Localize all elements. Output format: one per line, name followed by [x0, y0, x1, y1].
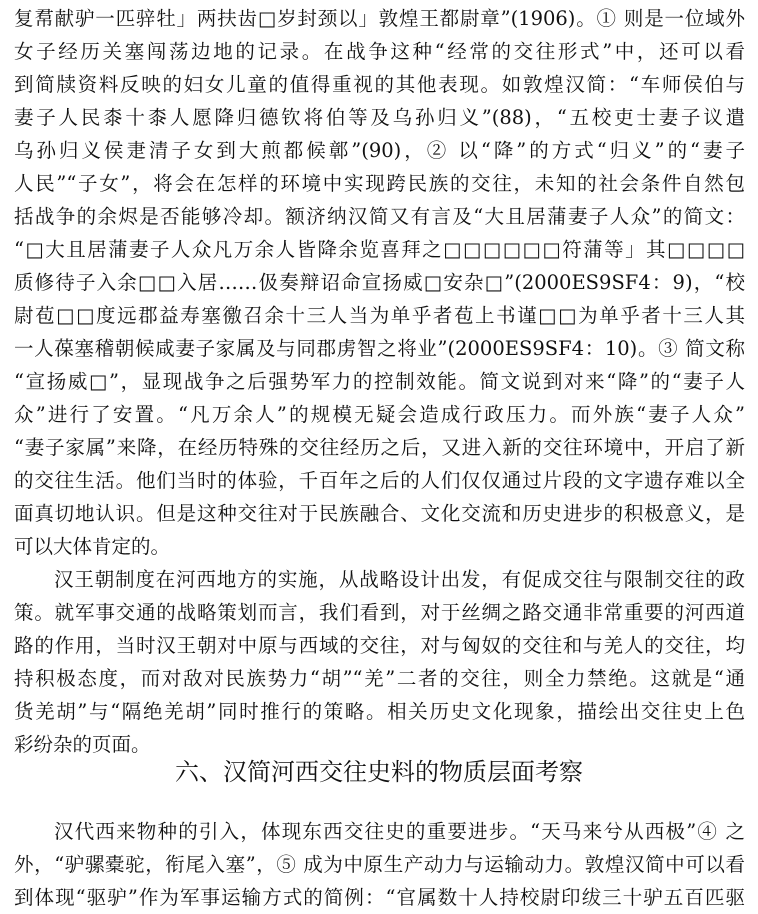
text-line: 人民”“子女”，将会在怎样的环境中实现跨民族的交往，未知的社会条件自然包	[14, 172, 745, 195]
section-heading: 六、汉简河西交往史料的物质层面考察	[175, 758, 583, 786]
text-line: 一人葆塞稽朝候咸妻子家属及与同郡虏智之将业”(2000ES9SF4：10)。③ 简文称	[14, 337, 745, 360]
text-line: “宣扬威□”，显现战争之后强势军力的控制效能。简文说到对来“降”的“妻子人	[14, 370, 745, 393]
text-line: 可以大体肯定的。	[14, 535, 171, 558]
text-line: 汉代西来物种的引入，体现东西交往史的重要进步。“天马来兮从西极”④ 之	[54, 820, 745, 843]
text-line: 持积极态度，而对敌对民族势力“胡”“羌”二者的交往，则全力禁绝。这就是“通	[14, 667, 745, 690]
text-line: 女子经历关塞闯荡边地的记录。在战争这种“经常的交往形式”中，还可以看	[14, 40, 745, 63]
text-line: 面真切地认识。但是这种交往对于民族融合、文化交流和历史进步的积极意义，是	[14, 502, 745, 525]
text-line: “妻子家属”来降，在经历特殊的交往经历之后，又进入新的交往环境中，开启了新	[14, 436, 745, 459]
text-line: 妻子人民桼十桼人愿降归德钦将伯等及乌孙归义”(88)，“五校吏士妻子议遣	[14, 106, 745, 129]
text-line: 路的作用，当时汉王朝对中原与西域的交往，对与匈奴的交往和与羌人的交往，均	[14, 634, 745, 657]
text-line: 策。就军事交通的战略策划而言，我们看到，对于丝绸之路交通非常重要的河西道	[14, 601, 745, 624]
text-line: 到简牍资料反映的妇女儿童的值得重视的其他表现。如敦煌汉简：“车师侯伯与	[14, 73, 745, 96]
text-line: 货羌胡”与“隔绝羌胡”同时推行的策略。相关历史文化现象，描绘出交往史上色	[14, 700, 745, 723]
text-line: 汉王朝制度在河西地方的实施，从战略设计出发，有促成交往与限制交往的政	[54, 568, 745, 591]
text-line: 乌孙归义侯疌清子女到大煎都候鄣”(90)，② 以“降”的方式“归义”的“妻子	[14, 139, 745, 162]
text-line: 外，“驴骡橐驼，衔尾入塞”，⑤ 成为中原生产动力与运输动力。敦煌汉简中可以看	[14, 853, 745, 876]
text-line: 质修待子入余□□入居……伋奏辩诏命宣扬威□安杂□”(2000ES9SF4：9)，“校	[14, 271, 745, 294]
text-line: 彩纷杂的页面。	[14, 733, 151, 756]
text-line: 众”进行了安置。“凡万余人”的规模无疑会造成行政压力。而外族“妻子人众”	[14, 403, 745, 426]
text-line: 复帬献驴一匹骍牡」两扶齿□岁封颈以」敦煌王都尉章”(1906)。① 则是一位域外	[14, 7, 745, 30]
text-line: 的交往生活。他们当时的体验，千百年之后的人们仅仅通过片段的文字遗存难以全	[14, 469, 745, 492]
text-line: 到体现“驱驴”作为军事运输方式的简例：“官属数十人持校尉印绂三十驴五百匹驱	[14, 886, 745, 909]
text-line: 括战争的余烬是否能够冷却。额济纳汉简又有言及“大且居蒲妻子人众”的简文：	[14, 205, 745, 228]
text-line: 尉苞□□度远郡益寿塞徼召余十三人当为单乎者苞上书谨□□为单乎者十三人其	[14, 304, 745, 327]
text-line: “□大且居蒲妻子人众凡万余人皆降余览喜拜之□□□□□□符蒲等」其□□□□	[14, 238, 745, 261]
